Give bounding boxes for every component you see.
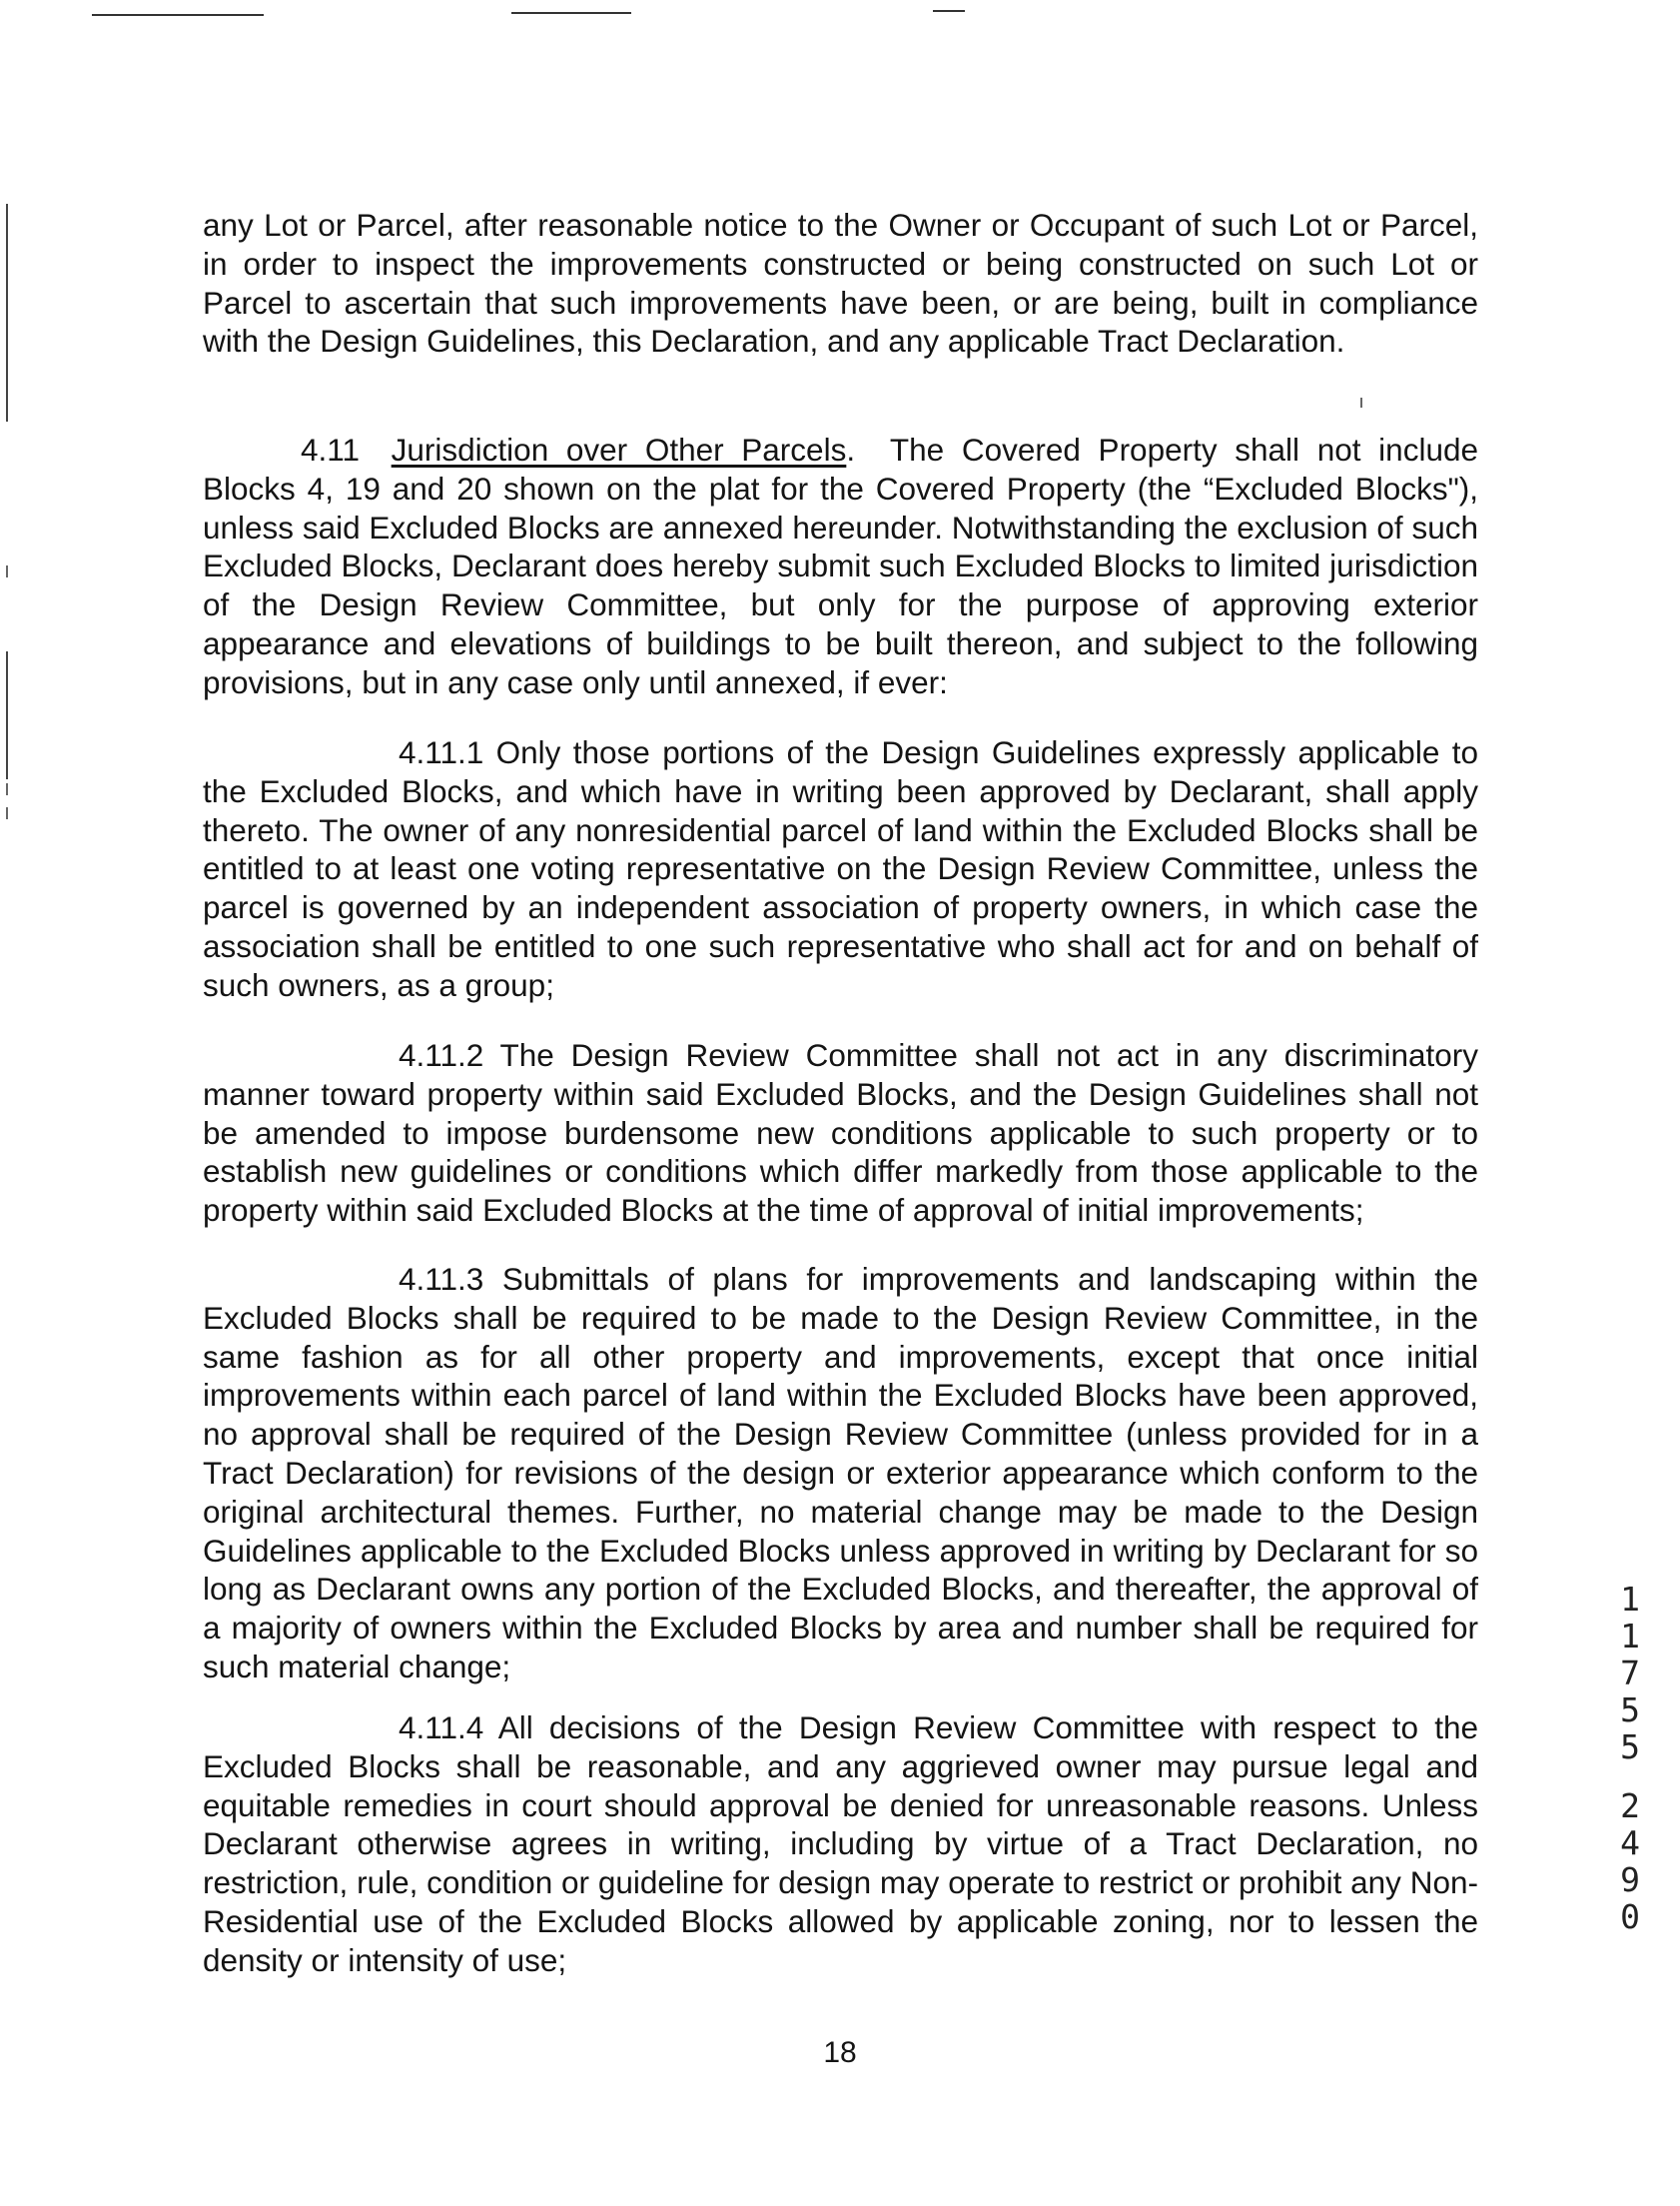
- stamp-digit: 9: [1620, 1860, 1640, 1899]
- stamp-gap: [1610, 1765, 1650, 1787]
- section-heading-period: .: [846, 432, 856, 468]
- continuation-text: any Lot or Parcel, after reasonable notice to the Owner or Occupant of such Lot or Parcel, in order to inspect the improvements constructed or being constructed on such Lot or Parcel to ascertain that such improvements have been, or are being, built in compliance with the Design Guidelines, this Declaration, and any applicable Tract Declaration.: [203, 207, 1478, 360]
- margin-mark: [6, 807, 8, 819]
- section-number: 4.11: [301, 432, 360, 468]
- subsection-text: All decisions of the Design Review Committee with respect to the Excluded Blocks shall be reasonable, and any aggrieved owner may pursue legal and equitable remedies in court should approval be denied for unreasonable reasons. Unless Declarant otherwise agrees in writing, including by virtue of a Tract Declaration, no restriction, rule, condition or guideline for design may operate to restrict or prohibit any Non-Residential use of the Excluded Blocks allowed by applicable zoning, nor to lessen the density or intensity of use;: [203, 1709, 1478, 1978]
- margin-mark: [6, 783, 8, 795]
- stamp-digit: 5: [1620, 1727, 1640, 1766]
- subsection-4-11-4: [203, 1708, 1478, 1980]
- section-heading: Jurisdiction over Other Parcels: [391, 432, 847, 468]
- page-number: 18: [823, 2036, 857, 2069]
- subsection-number: 4.11.3: [399, 1261, 484, 1297]
- section-body: The Covered Property shall not include Blocks 4, 19 and 20 shown on the plat for the Covered Property (the “Excluded Blocks"), unless said Excluded Blocks are annexed hereunder. Notwithstanding the exclusion of such Excluded Blocks, Declarant does hereby submit such Excluded Blocks to limited jurisdiction of the Design Review Committee, but only for the purpose of approving exterior appearance and elevations of buildings to be built thereon, and subject to the following provisions, but in any case only until annexed, if ever:: [203, 432, 1478, 700]
- top-scan-line-center: [511, 12, 631, 14]
- margin-mark: [6, 565, 8, 577]
- stamp-digit: 4: [1620, 1823, 1640, 1862]
- margin-mark: [1360, 398, 1362, 408]
- subsection-number: 4.11.2: [399, 1037, 484, 1073]
- stamp-digit: 7: [1620, 1654, 1640, 1692]
- margin-change-bar: [6, 651, 8, 779]
- stamp-digit: 1: [1620, 1580, 1640, 1619]
- subsection-text: The Design Review Committee shall not act in any discriminatory manner toward property within said Excluded Blocks, and the Design Guidelines shall not be amended to impose burdensome new conditions applicable to such property or to establish new guidelines or conditions which differ markedly from those applicable to the property within said Excluded Blocks at the time of approval of initial improvements;: [203, 1037, 1479, 1229]
- top-scan-line-right: [933, 10, 965, 12]
- subsection-4-11-2: [203, 1036, 1478, 1230]
- subsection-4-11-1: [203, 733, 1478, 1005]
- stamp-digit: 2: [1620, 1786, 1640, 1825]
- stamp-digit: 1: [1620, 1617, 1640, 1655]
- subsection-text: Submittals of plans for improvements and landscaping within the Excluded Blocks shall be required to be made to the Design Review Committee, in the same fashion as for all other property and improvements, except that once initial improvements within each parcel of land within the Excluded Blocks have been approved, no approval shall be required of the Design Review Committee (unless provided for in a Tract Declaration) for revisions of the design or exterior appearance which conform to the original architectural themes. Further, no material change may be made to the Design Guidelines applicable to the Excluded Blocks unless approved in writing by Declarant for so long as Declarant owns any portion of the Excluded Blocks, and thereafter, the approval of a majority of owners within the Excluded Blocks by area and number shall be required for such material change;: [203, 1261, 1478, 1684]
- margin-change-bar: [6, 204, 8, 422]
- recording-stamp: [1610, 1581, 1650, 1935]
- subsection-4-11-3: [203, 1260, 1478, 1686]
- subsection-number: 4.11.4: [399, 1709, 484, 1745]
- subsection-text: Only those portions of the Design Guidelines expressly applicable to the Excluded Blocks, and which have in writing been approved by Declarant, shall apply thereto. The owner of any nonresidential parcel of land within the Excluded Blocks shall be entitled to at least one voting representative on the Design Review Committee, unless the parcel is governed by an independent association of property owners, in which case the association shall be entitled to one such representative who shall act for and on behalf of such owners, as a group;: [203, 734, 1478, 1003]
- stamp-digit: 0: [1620, 1897, 1640, 1936]
- continuation-paragraph: [203, 206, 1478, 361]
- section-4-11: [203, 431, 1478, 702]
- top-scan-line-left: [92, 14, 264, 16]
- stamp-digit: 5: [1620, 1690, 1640, 1729]
- subsection-number: 4.11.1: [399, 734, 484, 770]
